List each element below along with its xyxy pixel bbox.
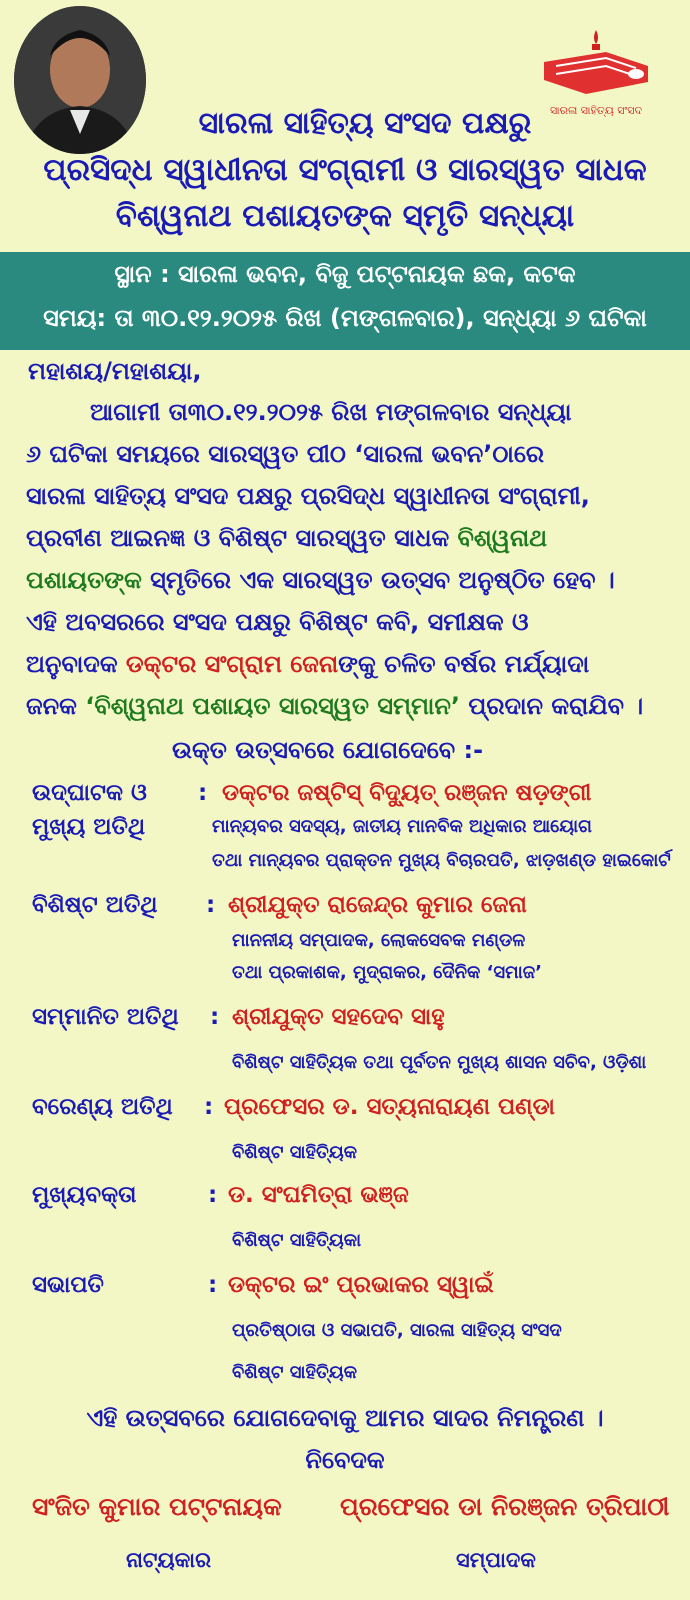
signatory-1-name: ସଂଜିତ କୁମାର ପଟ୍ଟନାୟକ: [32, 1492, 282, 1521]
guest-4-role: ବରେଣ୍ୟ ଅତିଥି: [32, 1094, 173, 1120]
venue-time: ସମୟ: ତା ୩୦.୧୨.୨୦୨୫ ରିଖ (ମଙ୍ଗଳବାର), ସନ୍ଧ୍ୟା ୬ ଘଟିକା: [43, 304, 647, 332]
guest-4-name: ପ୍ରଫେସର ଡ. ସତ୍ୟନାରାୟଣ ପଣ୍ଡା: [224, 1094, 555, 1120]
body-line-8: [26, 692, 666, 720]
guest-1-role-line-1: ଉଦ୍‌ଘାଟକ ଓ: [32, 780, 147, 806]
body-line-8-text-b: ପ୍ରଦାନ କରାଯିବ ।: [460, 692, 644, 720]
attending-heading: ଉକ୍ତ ଉତ୍ସବରେ ଯୋଗଦେବେ :-: [172, 736, 484, 764]
title-line-2: ପ୍ରସିଦ୍ଧ ସ୍ୱାଧୀନତା ସଂଗ୍ରାମୀ ଓ ସାରସ୍ୱତ ସାଧକ: [43, 152, 647, 188]
venue-band: [0, 252, 690, 350]
salutation: ମହାଶୟ/ମହାଶୟା,: [28, 357, 202, 385]
logo-caption: ସାରଳା ସାହିତ୍ୟ ସଂସଦ: [549, 104, 643, 117]
guest-3-colon: :: [210, 1004, 220, 1030]
guest-4-colon: :: [204, 1094, 214, 1120]
guest-1-name: ଡକ୍ଟର ଜଷ୍ଟିସ୍ ବିଦ୍ୟୁତ୍ ରଞ୍ଜନ ଷଡ଼ଙ୍ଗୀ: [222, 780, 592, 806]
title-line-3: ବିଶ୍ୱନାଥ ପଶାୟତଙ୍କ ସ୍ମୃତି ସନ୍ଧ୍ୟା: [115, 198, 575, 234]
body-line-5-text: ସ୍ମୃତିରେ ଏକ ସାରସ୍ୱତ ଉତ୍ସବ ଅନୁଷ୍ଠିତ ହେବ ।: [141, 566, 615, 594]
guest-5-role: ମୁଖ୍ୟବକ୍ତା: [32, 1182, 137, 1208]
guest-1-colon: :: [198, 780, 208, 806]
guest-6-colon: :: [208, 1272, 218, 1298]
guest-1-desc-2: ତଥା ମାନ୍ୟବର ପ୍ରାକ୍ତନ ମୁଖ୍ୟ ବିଚାରପତି, ଝାଡ଼ଖଣ୍ଡ ହାଇକୋର୍ଟ: [212, 850, 671, 871]
body-line-7-text-b: ଙ୍କୁ ଚଳିତ ବର୍ଷର ମର୍ଯ୍ୟାଦା: [338, 650, 590, 678]
body-line-4: [26, 524, 666, 552]
guest-6-desc-1: ପ୍ରତିଷ୍ଠାତା ଓ ସଭାପତି, ସାରଳା ସାହିତ୍ୟ ସଂସଦ: [232, 1320, 562, 1341]
body-line-7: [26, 650, 666, 678]
guest-2-role: ବିଶିଷ୍ଟ ଅତିଥି: [32, 892, 158, 918]
title-line-1: ସାରଳା ସାହିତ୍ୟ ସଂସଦ ପକ୍ଷରୁ: [198, 106, 532, 141]
guest-2-colon: :: [206, 892, 216, 918]
body-line-7-text-a: ଅନୁବାଦକ: [26, 650, 126, 678]
guest-5-name: ଡ. ସଂଘମିତ୍ରା ଭଞ୍ଜ: [228, 1182, 409, 1208]
guest-6-desc-2: ବିଶିଷ୍ଟ ସାହିତ୍ୟିକ: [232, 1362, 358, 1383]
requester-label: ନିବେଦକ: [305, 1446, 385, 1474]
body-line-5: [26, 566, 666, 594]
body-line-6: ଏହି ଅବସରରେ ସଂସଦ ପକ୍ଷରୁ ବିଶିଷ୍ଟ କବି, ସମୀକ୍ଷକ ଓ: [26, 608, 529, 636]
award-name: ‘ବିଶ୍ୱନାଥ ପଶାୟତ ସାରସ୍ୱତ ସମ୍ମାନ’: [85, 692, 461, 720]
guest-5-colon: :: [208, 1182, 218, 1208]
guest-3-desc-1: ବିଶିଷ୍ଟ ସାହିତ୍ୟିକ ତଥା ପୂର୍ବତନ ମୁଖ୍ୟ ଶାସନ ସଚିବ, ଓଡ଼ିଶା: [232, 1052, 647, 1073]
body-line-2: ୬ ଘଟିକା ସମୟରେ ସାରସ୍ୱତ ପୀଠ ‘ସାରଳା ଭବନ’ଠାରେ: [26, 440, 545, 468]
guest-2-desc-1: ମାନନୀୟ ସମ୍ପାଦକ, ଲୋକସେବକ ମଣ୍ଡଳ: [232, 930, 526, 951]
awardee-name: ଡକ୍ଟର ସଂଗ୍ରାମ ଜେନା: [125, 650, 339, 678]
signatory-2-name: ପ୍ରଫେସର ଡା ନିରଞ୍ଜନ ତ୍ରିପାଠୀ: [340, 1492, 670, 1521]
honoree-first-name: ବିଶ୍ୱନାଥ: [457, 524, 548, 552]
body-line-8-text-a: ଜନକ: [26, 692, 86, 720]
guest-3-name: ଶ୍ରୀଯୁକ୍ତ ସହଦେବ ସାହୁ: [232, 1004, 445, 1030]
invitation-line: ଏହି ଉତ୍ସବରେ ଯୋଗଦେବାକୁ ଆମର ସାଦର ନିମନ୍ତ୍ରଣ ।: [86, 1404, 604, 1432]
honoree-surname: ପଶାୟତଙ୍କ: [26, 566, 142, 594]
body-line-4-text: ପ୍ରବୀଣ ଆଇନଜ୍ଞ ଓ ବିଶିଷ୍ଟ ସାରସ୍ୱତ ସାଧକ: [26, 524, 458, 552]
guest-2-name: ଶ୍ରୀଯୁକ୍ତ ରାଜେନ୍ଦ୍ର କୁମାର ଜେନା: [228, 892, 527, 918]
body-line-1: ଆଗାମୀ ତା୩୦.୧୨.୨୦୨୫ ରିଖ ମଙ୍ଗଳବାର ସନ୍ଧ୍ୟା: [90, 398, 572, 426]
guest-2-desc-2: ତଥା ପ୍ରକାଶକ, ମୁଦ୍ରାକର, ଦୈନିକ ‘ସମାଜ’: [232, 962, 542, 983]
guest-5-desc-1: ବିଶିଷ୍ଟ ସାହିତ୍ୟିକା: [232, 1230, 362, 1251]
guest-1-desc-1: ମାନ୍ୟବର ସଦସ୍ୟ, ଜାତୀୟ ମାନବିକ ଅଧିକାର ଆୟୋଗ: [212, 816, 592, 837]
guest-3-role: ସମ୍ମାନିତ ଅତିଥି: [32, 1004, 179, 1030]
guest-1-role-line-2: ମୁଖ୍ୟ ଅତିଥି: [32, 814, 146, 840]
guest-6-role: ସଭାପତି: [32, 1272, 104, 1298]
signatory-2-role: ସମ୍ପାଦକ: [456, 1548, 536, 1572]
venue-place: ସ୍ଥାନ : ସାରଳା ଭବନ, ବିଜୁ ପଟ୍ଟନାୟକ ଛକ, କଟକ: [114, 260, 576, 288]
guest-6-name: ଡକ୍ଟର ଇଂ ପ୍ରଭାକର ସ୍ୱାଇଁ: [228, 1272, 494, 1298]
guest-4-desc-1: ବିଶିଷ୍ଟ ସାହିତ୍ୟିକ: [232, 1142, 358, 1163]
body-line-3: ସାରଳା ସାହିତ୍ୟ ସଂସଦ ପକ୍ଷରୁ ପ୍ରସିଦ୍ଧ ସ୍ୱାଧୀନତା ସଂଗ୍ରାମୀ,: [26, 482, 590, 510]
signatory-1-role: ନାଟ୍ୟକାର: [126, 1548, 211, 1572]
